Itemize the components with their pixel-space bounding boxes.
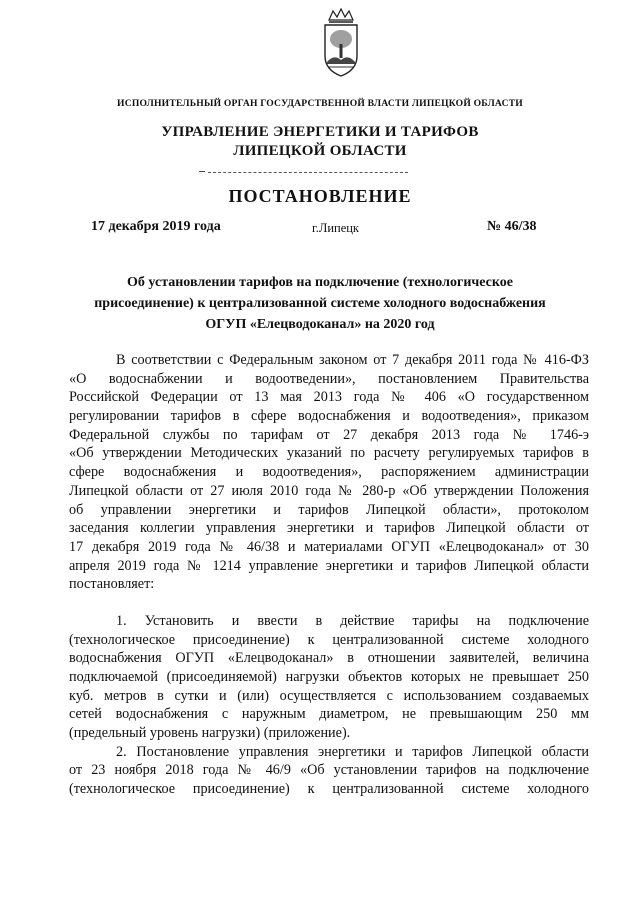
header-rule-mark: [199, 171, 205, 172]
department-title-line2: ЛИПЕЦКОЙ ОБЛАСТИ: [233, 143, 407, 159]
item2-line: 2. Постановление управления энергетики и тарифов Липецкой области: [116, 743, 589, 760]
issuing-authority: ИСПОЛНИТЕЛЬНЫЙ ОРГАН ГОСУДАРСТВЕННОЙ ВЛАСТИ ЛИПЕЦКОЙ ОБЛАСТИ: [117, 98, 523, 109]
item1-line: 1. Установить и ввести в действие тарифы на подключение: [116, 612, 589, 629]
body-line: «Об утверждении Методических указаний по расчету регулируемых тарифов в: [69, 445, 589, 462]
body-line: апреля 2019 года № 1214 управление энергетики и тарифов Липецкой области: [69, 557, 589, 574]
body-line: «О водоснабжении и водоотведении», постановлением Правительства: [69, 370, 589, 387]
subject-line: ОГУП «Елецводоканал» на 2020 год: [205, 317, 435, 332]
header-divider: [208, 172, 408, 173]
item2-line: (технологическое присоединение) к централизованной системе холодного: [69, 781, 589, 798]
document-number: № 46/38: [487, 219, 537, 234]
item1-line: сетей водоснабжения с наружным диаметром, не превышающим 250 мм: [69, 706, 589, 723]
document-type: ПОСТАНОВЛЕНИЕ: [228, 186, 412, 206]
department-title-line1: УПРАВЛЕНИЕ ЭНЕРГЕТИКИ И ТАРИФОВ: [161, 124, 479, 140]
item1-line: (предельный уровень нагрузки) (приложение).: [69, 725, 351, 742]
subject-line: присоединение) к централизованной системе холодного водоснабжения: [94, 296, 546, 311]
body-line: сфере водоснабжения и водоотведения», распоряжением администрации: [69, 464, 589, 481]
lipetsk-coat-of-arms-icon: [319, 6, 363, 78]
body-line: Российской Федерации от 13 мая 2013 года № 406 «О государственном: [69, 389, 589, 406]
body-line: В соответствии с Федеральным законом от 7 декабря 2011 года № 416-ФЗ: [116, 352, 589, 368]
document-subject: [0, 272, 640, 335]
item1-line: куб. метров в сутки и (или) осуществляется с использованием создаваемых: [69, 687, 589, 704]
body-line: регулировании тарифов в сфере водоснабжения и водоотведения», приказом: [69, 408, 589, 425]
document-body: [69, 351, 589, 799]
item2-line: от 23 ноября 2018 года № 46/9 «Об установлении тарифов на подключение: [69, 762, 589, 779]
document-date: 17 декабря 2019 года: [91, 219, 221, 234]
body-line: заседания коллегии управления энергетики и тарифов Липецкой области от: [69, 520, 589, 537]
item1-line: подключаемой (присоединяемой) нагрузки объектов которых не превышает 250: [69, 669, 589, 685]
body-line: об управлении энергетики и тарифов Липецкой области», протоколом: [69, 501, 589, 518]
item1-line: водоснабжения ОГУП «Елецводоканал» в отношении заявителей, величина: [69, 650, 589, 667]
item1-line: (технологическое присоединение) к централизованной системе холодного: [69, 631, 589, 648]
body-line: Липецкой области от 27 июля 2010 года № 280-р «Об утверждении Положения: [69, 482, 589, 499]
body-line: 17 декабря 2019 года № 46/38 и материалами ОГУП «Елецводоканал» от 30: [69, 538, 589, 555]
document-city: г.Липецк: [312, 221, 360, 235]
body-line: постановляет:: [69, 576, 155, 593]
body-line: Федеральной службы по тарифам от 27 декабря 2013 года № 1746-э: [69, 426, 589, 443]
subject-line: Об установлении тарифов на подключение (технологическое: [127, 275, 513, 290]
